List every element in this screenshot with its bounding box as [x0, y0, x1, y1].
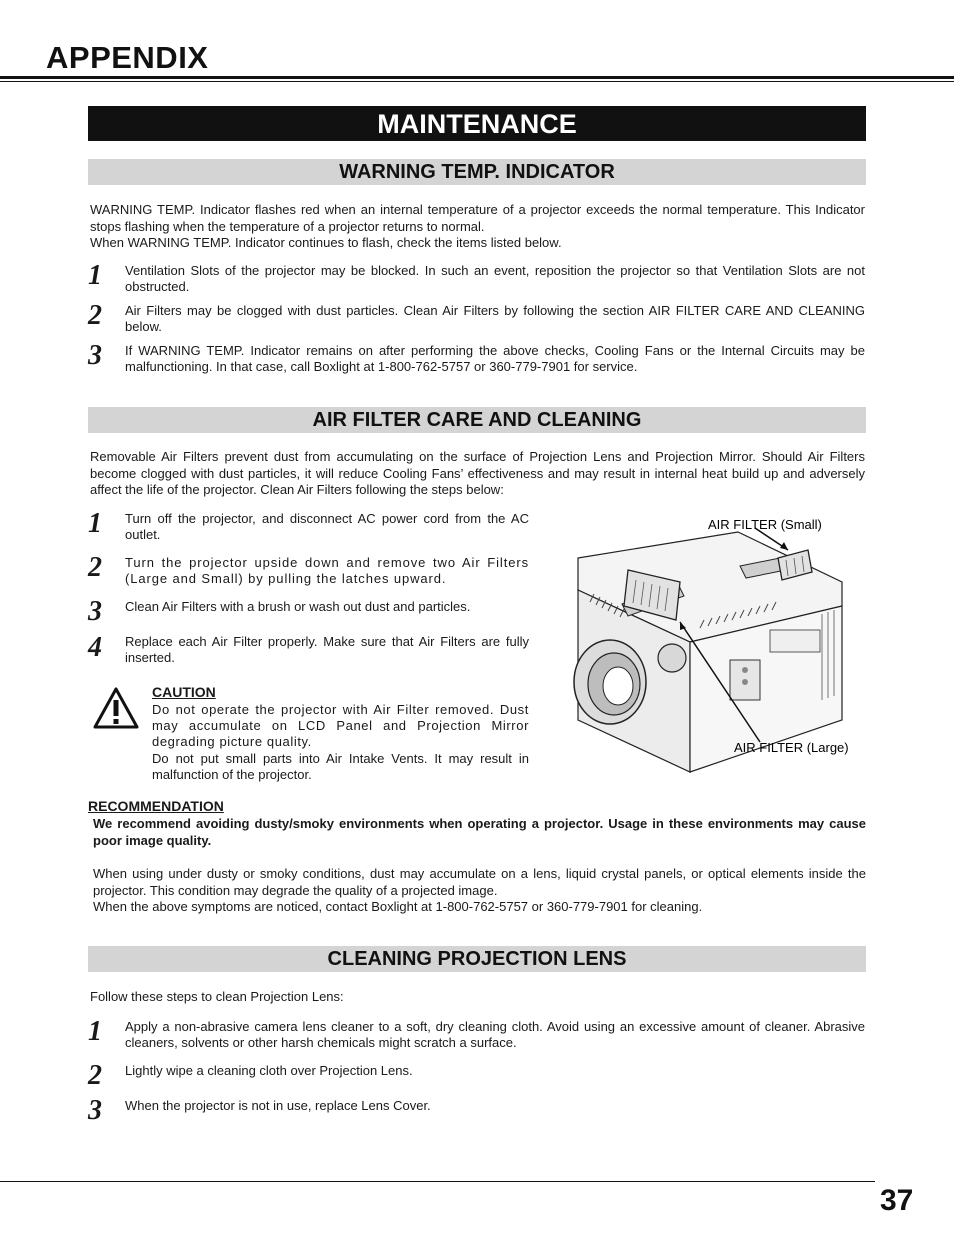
footer-rule [0, 1181, 875, 1182]
filter-step-3-number: 3 [88, 596, 102, 627]
warning-triangle-icon [92, 686, 140, 730]
lens-step-3-number: 3 [88, 1095, 102, 1126]
filter-step-3-text: Clean Air Filters with a brush or wash out dust and particles. [125, 599, 471, 614]
warning-step-1-text: Ventilation Slots of the projector may be blocked. In such an event, reposition the projector so that Ventilation Slots are not obstructed. [125, 263, 865, 294]
projector-air-filter-illustration [560, 510, 870, 790]
filter-step-1-number: 1 [88, 508, 102, 539]
maintenance-banner: MAINTENANCE [88, 106, 866, 141]
recommendation-title: RECOMMENDATION [88, 798, 224, 814]
section-heading-lens: CLEANING PROJECTION LENS [88, 946, 866, 972]
header-rule [0, 76, 954, 79]
recommendation-bold-text: We recommend avoiding dusty/smoky environments when operating a projector. Usage in these environments may cause poor image quality. [93, 816, 866, 848]
section-heading-warning-temp: WARNING TEMP. INDICATOR [88, 159, 866, 185]
header-rule-thin [0, 81, 954, 82]
warning-intro-2: When WARNING TEMP. Indicator continues to flash, check the items listed below. [90, 235, 562, 250]
warning-intro-1: WARNING TEMP. Indicator flashes red when an internal temperature of a projector exceeds the normal temperature. This Indicator stops flashing when the temperature of a projector returns to normal. [90, 202, 865, 234]
filter-step-4-number: 4 [88, 632, 102, 663]
figure-label-small-filter: AIR FILTER (Small) [708, 517, 822, 532]
figure-label-large-filter: AIR FILTER (Large) [734, 740, 849, 755]
filter-step-1-text: Turn off the projector, and disconnect AC power cord from the AC outlet. [125, 511, 529, 542]
caution-line-1: Do not operate the projector with Air Filter removed. Dust may accumulate on LCD Panel and Projection Mirror degrading picture quality. [152, 702, 529, 750]
warning-step-3-text: If WARNING TEMP. Indicator remains on after performing the above checks, Cooling Fans or the Internal Circuits may be malfunctioning. In that case, call Boxlight at 1-800-762-5757 or 360-779-7901 for service. [125, 343, 865, 374]
lens-step-2-number: 2 [88, 1060, 102, 1091]
air-filter-intro: Removable Air Filters prevent dust from accumulating on the surface of Projection Lens and Projection Mirror. Should Air Filters become clogged with dust particles, it will reduce Cooling Fans’ effectiveness and may result in internal heat build up and adversely affect the life of the projector. Clean Air Filters following the steps below: [90, 449, 865, 497]
caution-body [152, 702, 529, 783]
filter-step-2-text: Turn the projector upside down and remove two Air Filters (Large and Small) by pulling the latches upward. [125, 555, 529, 586]
recommendation-text-2: When the above symptoms are noticed, contact Boxlight at 1-800-762-5757 or 360-779-7901 for cleaning. [93, 899, 703, 914]
lens-step-2-text: Lightly wipe a cleaning cloth over Projection Lens. [125, 1063, 413, 1078]
lens-step-1-number: 1 [88, 1016, 102, 1047]
warning-step-2-text: Air Filters may be clogged with dust particles. Clean Air Filters by following the section AIR FILTER CARE AND CLEANING below. [125, 303, 865, 334]
section-heading-air-filter: AIR FILTER CARE AND CLEANING [88, 407, 866, 433]
lens-step-1-text: Apply a non-abrasive camera lens cleaner to a soft, dry cleaning cloth. Avoid using an excessive amount of cleaner. Abrasive cleaners, solvents or other harsh chemicals might scratch a surface. [125, 1019, 865, 1050]
page-title: APPENDIX [46, 40, 209, 75]
filter-step-4-text: Replace each Air Filter properly. Make sure that Air Filters are fully inserted. [125, 634, 529, 665]
lens-intro: Follow these steps to clean Projection Lens: [90, 989, 344, 1004]
lens-step-3-text: When the projector is not in use, replace Lens Cover. [125, 1098, 431, 1113]
warning-step-1-number: 1 [88, 260, 102, 291]
caution-line-2: Do not put small parts into Air Intake Vents. It may result in malfunction of the projector. [152, 750, 529, 782]
warning-step-2-number: 2 [88, 300, 102, 331]
filter-step-2-number: 2 [88, 552, 102, 583]
recommendation-text-1: When using under dusty or smoky conditions, dust may accumulate on a lens, liquid crystal panels, or optical elements inside the projector. This condition may degrade the quality of a projected image. [93, 866, 866, 898]
page-number: 37 [880, 1184, 914, 1217]
warning-step-3-number: 3 [88, 340, 102, 371]
caution-title: CAUTION [152, 684, 216, 700]
